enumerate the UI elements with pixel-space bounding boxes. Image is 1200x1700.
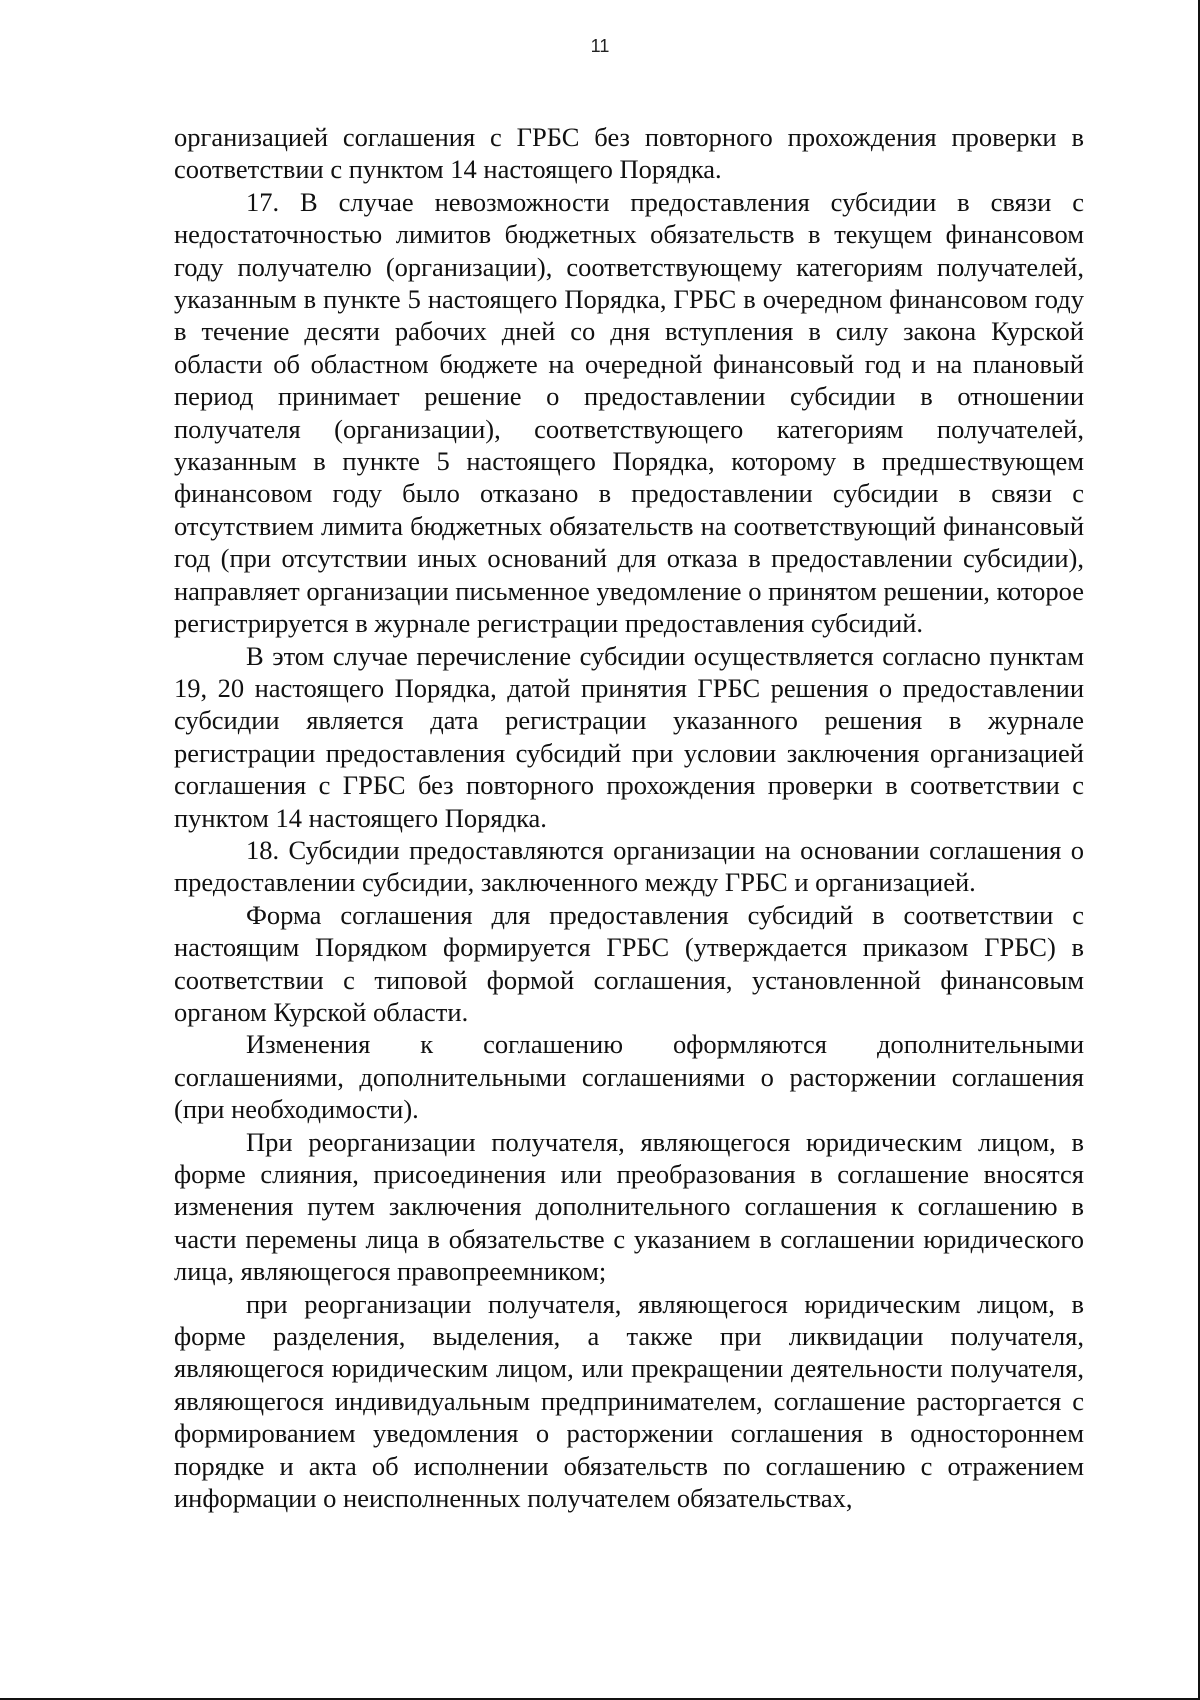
- paragraph-reorganization-merger: При реорганизации получателя, являющегося юридическим лицом, в форме слияния, присоединения или преобразования в соглашение вносятся изменения путем заключения дополнительного соглашения к соглашению в части перемены лица в обязательстве с указанием в соглашении юридического лица, являющегося правопреемником;: [174, 1126, 1084, 1287]
- paragraph-agreement-form: Форма соглашения для предоставления субсидий в соответствии с настоящим Порядком формируется ГРБС (утверждается приказом ГРБС) в соответствии с типовой формой соглашения, установленной финансовым органом Курской области.: [174, 899, 1084, 1027]
- paragraph-item-18: 18. Субсидии предоставляются организации на основании соглашения о предоставлении субсидии, заключенного между ГРБС и организацией.: [174, 834, 1084, 898]
- paragraph-continuation: организацией соглашения с ГРБС без повторного прохождения проверки в соответствии с пунктом 14 настоящего Порядка.: [174, 122, 1084, 185]
- paragraph-agreement-changes: Изменения к соглашению оформляются дополнительными соглашениями, дополнительными соглашениями о расторжении соглашения (при необходимости).: [174, 1029, 1084, 1125]
- paragraph-transfer-case: В этом случае перечисление субсидии осуществляется согласно пунктам 19, 20 настоящего Порядка, датой принятия ГРБС решения о предоставлении субсидии является дата регистрации указанного решения в журнале регистрации предоставления субсидий при условии заключения организацией соглашения с ГРБС без повторного прохождения проверки в соответствии с пунктом 14 настоящего Порядка.: [174, 640, 1084, 833]
- page-number: 11: [590, 36, 610, 56]
- document-body: [174, 121, 1084, 1514]
- paragraph-item-17: 17. В случае невозможности предоставления субсидии в связи с недостаточностью лимитов бюджетных обязательств в текущем финансовом году получателю (организации), соответствующему категориям получателей, указанным в пункте 5 настоящего Порядка, ГРБС в очередном финансовом году в течение десяти рабочих дней со дня вступления в силу закона Курской области об областном бюджете на очередной финансовый год и на плановый период принимает решение о предоставлении субсидии в отношении получателя (организации), соответствующего категориям получателей, указанным в пункте 5 настоящего Порядка, которому в предшествующем финансовом году было отказано в предоставлении субсидии в связи с отсутствием лимита бюджетных обязательств на соответствующий финансовый год (при отсутствии иных оснований для отказа в предоставлении субсидии), направляет организации письменное уведомление о принятом решении, которое регистрируется в журнале регистрации предоставления субсидий.: [174, 186, 1084, 639]
- paragraph-reorganization-division: при реорганизации получателя, являющегося юридическим лицом, в форме разделения, выделения, а также при ликвидации получателя, являющегося юридическим лицом, или прекращении деятельности получателя, являющегося индивидуальным предпринимателем, соглашение расторгается с формированием уведомления о расторжении соглашения в одностороннем порядке и акта об исполнении обязательств по соглашению с отражением информации о неисполненных получателем обязательствах,: [174, 1288, 1084, 1514]
